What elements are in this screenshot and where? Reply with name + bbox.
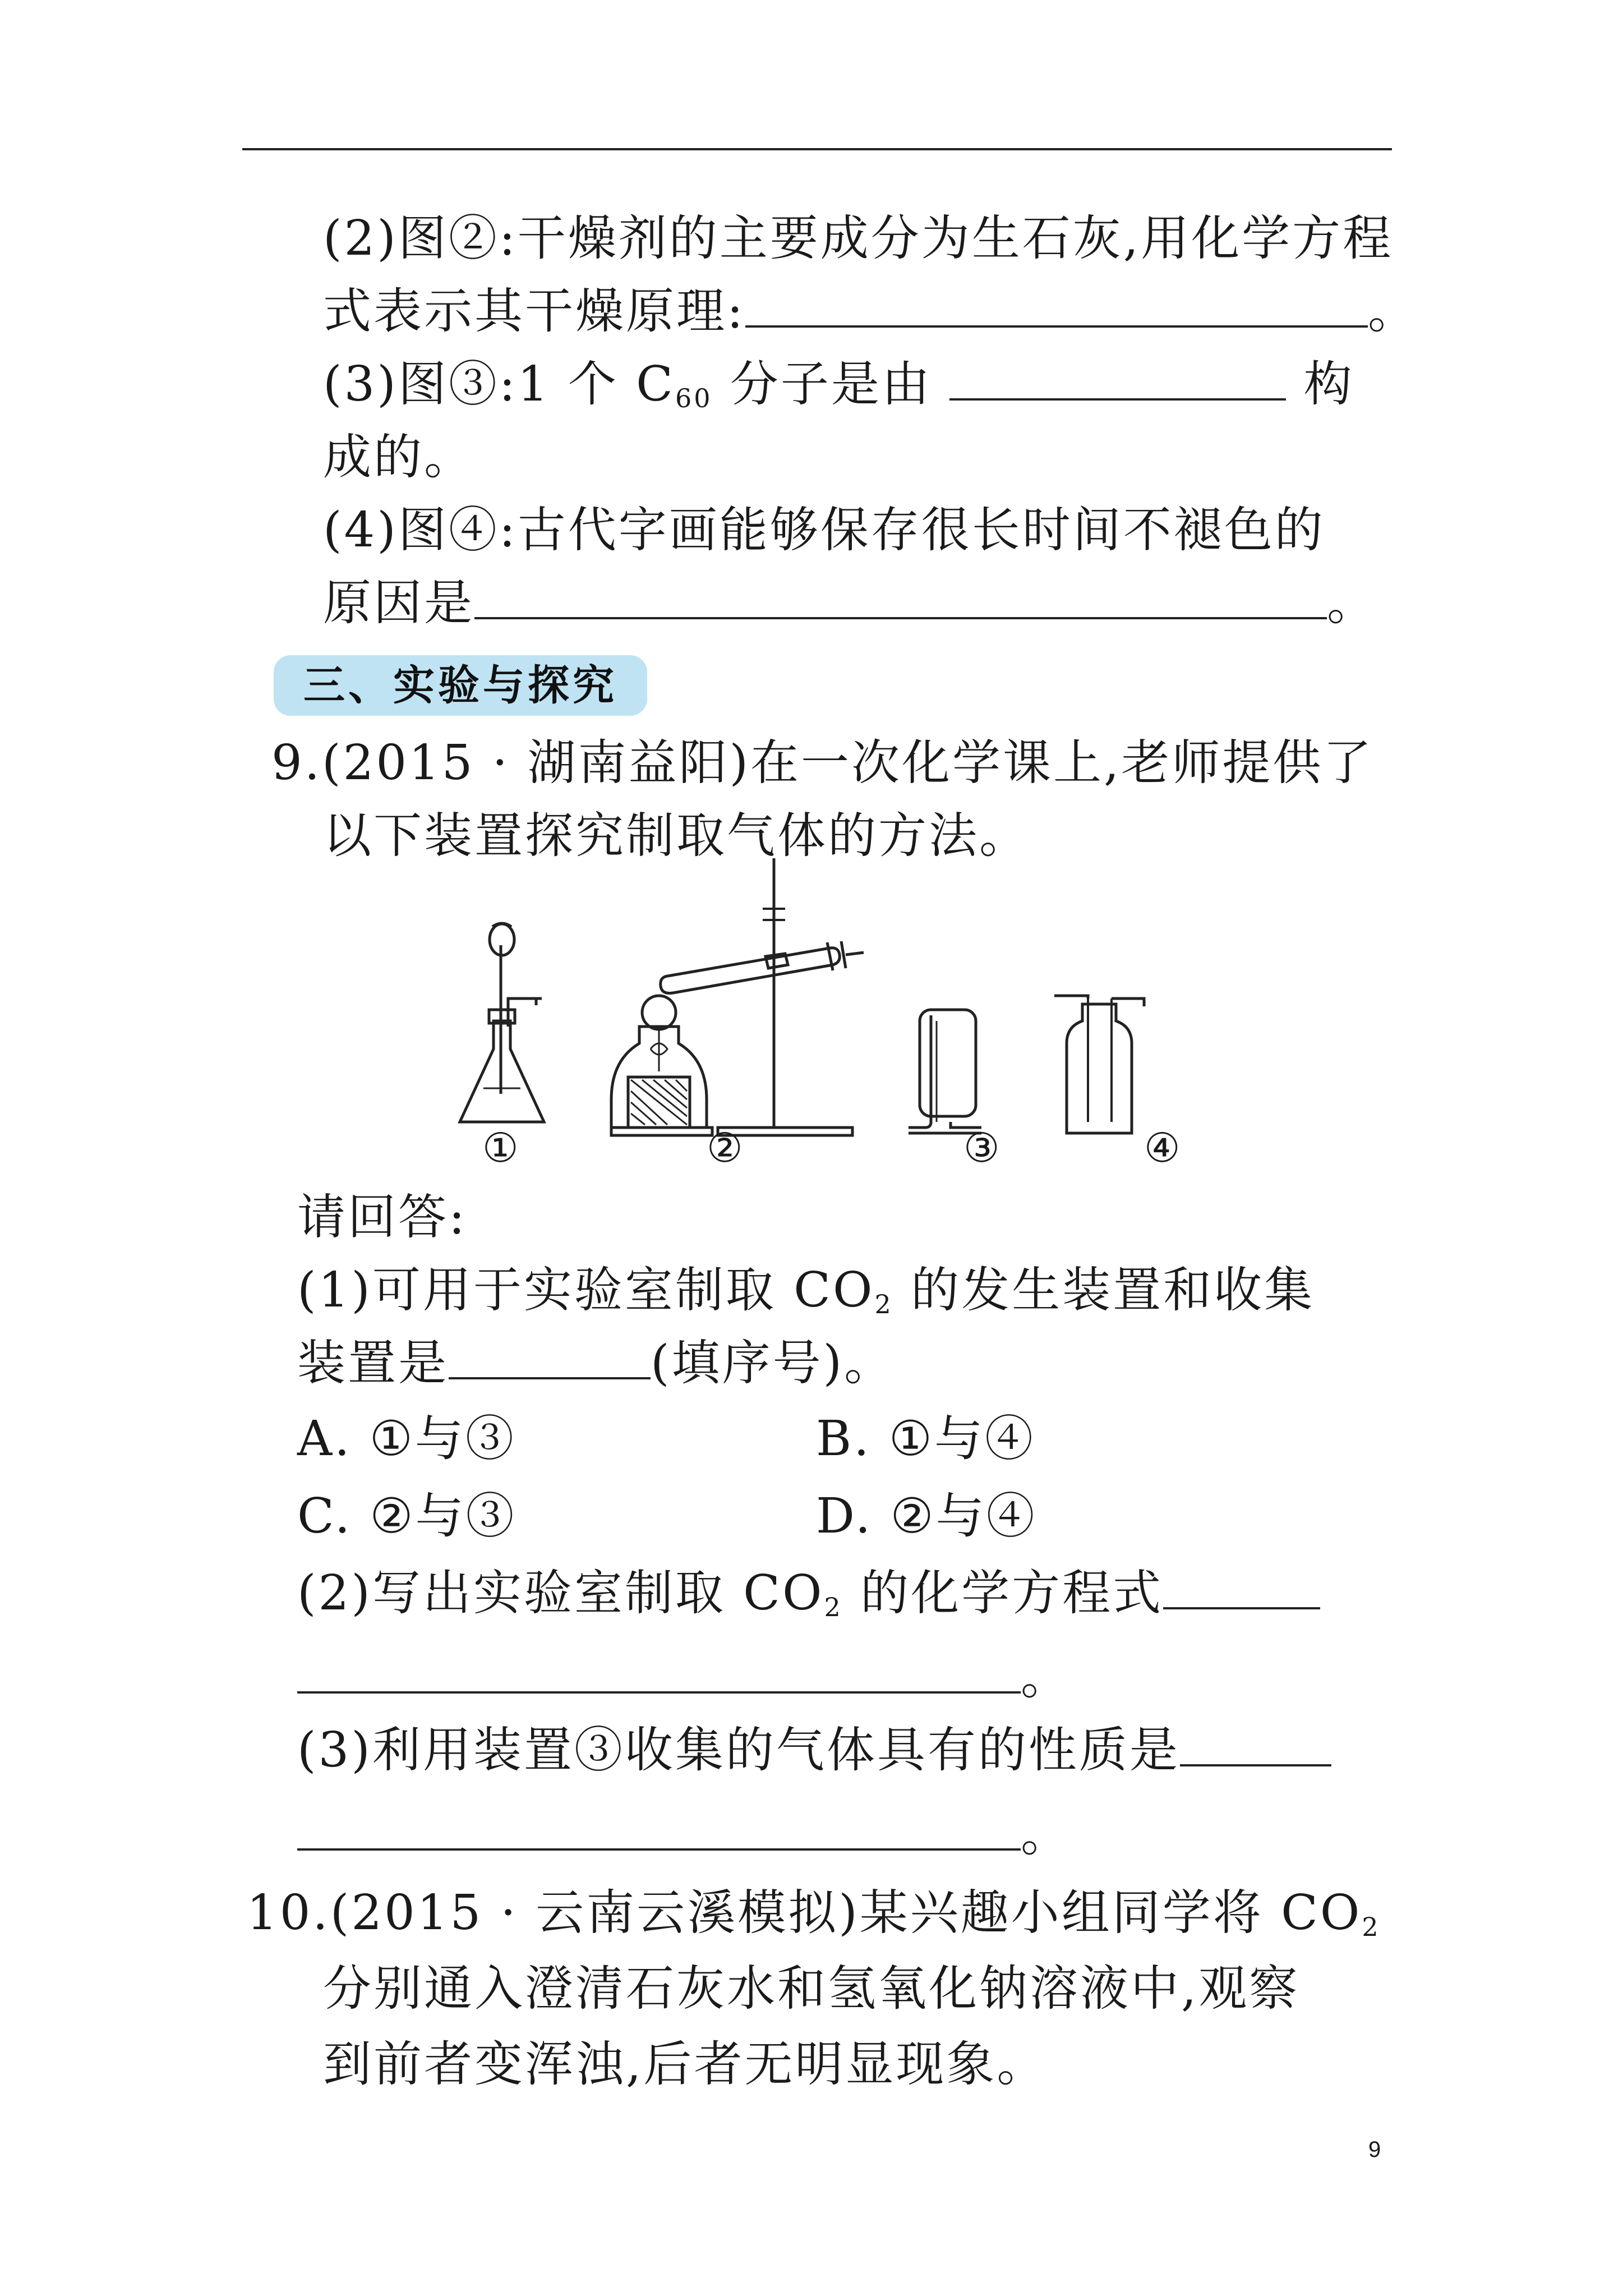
answer-blank[interactable] xyxy=(297,1646,1021,1694)
answer-blank[interactable] xyxy=(474,572,1327,619)
q8-part2-line1: (2)图②:干燥剂的主要成分为生石灰,用化学方程 xyxy=(323,210,1394,266)
q9-ask: 请回答: xyxy=(297,1189,467,1245)
q10-line2: 分别通入澄清石灰水和氢氧化钠溶液中,观察 xyxy=(323,1961,1300,2017)
apparatus-figure xyxy=(426,858,1251,1172)
q9-line2: 以下装置探究制取气体的方法。 xyxy=(323,808,1030,864)
q9-option-c[interactable]: C. ②与③ xyxy=(297,1488,517,1544)
apparatus-2-heating-setup xyxy=(611,858,864,1135)
answer-blank[interactable] xyxy=(449,1332,651,1379)
answer-blank[interactable] xyxy=(297,1803,1021,1851)
q9-option-a[interactable]: A. ①与③ xyxy=(297,1411,516,1467)
figure-label-1: ① xyxy=(482,1124,519,1171)
page-number: 9 xyxy=(1368,2137,1381,2162)
q9-part1-line2: 装置是 (填序号)。 xyxy=(297,1332,895,1394)
q9-part3-line1: (3)利用装置③收集的气体具有的性质是 xyxy=(297,1719,1331,1781)
q9-option-b[interactable]: B. ①与④ xyxy=(816,1411,1035,1467)
header-rule xyxy=(242,148,1392,150)
figure-label-2: ② xyxy=(707,1124,743,1171)
q9-option-d[interactable]: D. ②与④ xyxy=(816,1488,1037,1544)
answer-blank[interactable] xyxy=(1180,1719,1331,1766)
q8-part2-line2: 式表示其干燥原理: 。 xyxy=(323,280,1418,342)
q10-line1: 10.(2015 · 云南云溪模拟)某兴趣小组同学将 $CO_2$ xyxy=(247,1885,1381,1942)
q8-part3-line2: 成的。 xyxy=(323,429,474,485)
q8-part3-line1: (3)图③:1 个 $C_{60}$ 分子是由 构 xyxy=(323,353,1354,429)
figure-label-3: ③ xyxy=(963,1124,1000,1171)
answer-blank[interactable] xyxy=(745,280,1368,328)
section-title: 三、实验与探究 xyxy=(274,655,647,716)
figure-label-4: ④ xyxy=(1144,1124,1181,1171)
apparatus-4-gas-bottle xyxy=(1054,996,1144,1133)
q9-part2-line1: (2)写出实验室制取 $CO_2$ 的化学方程式 xyxy=(297,1562,1320,1638)
apparatus-3-inverted-bottle xyxy=(909,1010,981,1133)
q8-part4-line1: (4)图④:古代字画能够保存很长时间不褪色的 xyxy=(323,502,1325,558)
q8-part4-line2: 原因是 。 xyxy=(323,572,1377,634)
q9-line1: 9.(2015 · 湖南益阳)在一次化学课上,老师提供了 xyxy=(271,735,1374,791)
q10-line3: 到前者变浑浊,后者无明显现象。 xyxy=(323,2036,1048,2092)
q9-part2-line2: 。 xyxy=(297,1646,1071,1708)
apparatus-1-conical-flask xyxy=(460,923,544,1122)
q9-part1-line1: (1)可用于实验室制取 $CO_2$ 的发生装置和收集 xyxy=(297,1262,1315,1319)
answer-blank[interactable] xyxy=(1163,1562,1320,1609)
q9-part3-line2: 。 xyxy=(297,1803,1071,1865)
answer-blank[interactable] xyxy=(949,353,1286,401)
